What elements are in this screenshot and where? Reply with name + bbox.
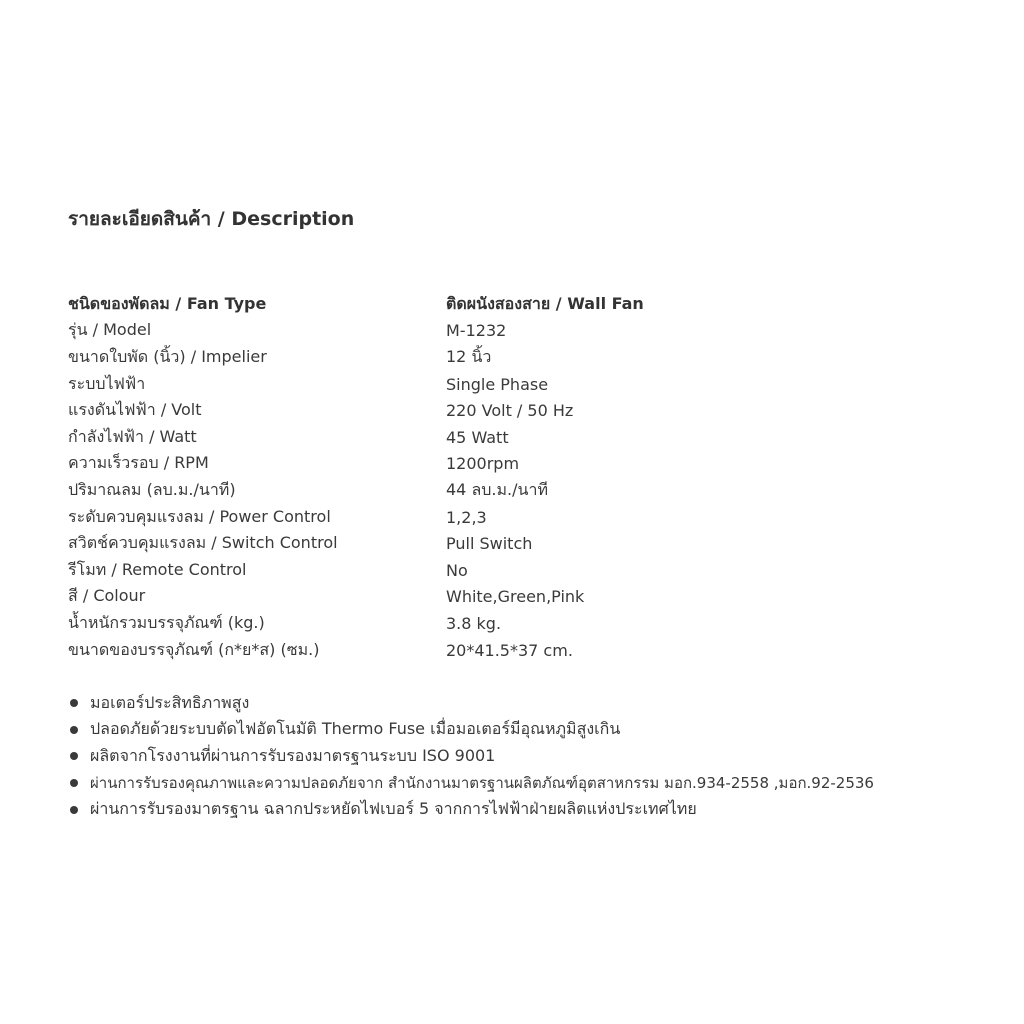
spec-label: ความเร็วรอบ / RPM <box>68 453 209 473</box>
spec-value: M-1232 <box>446 321 507 341</box>
spec-row-weight <box>68 610 968 637</box>
feature-item <box>68 717 1008 744</box>
bullet-icon <box>70 779 78 787</box>
spec-value: 220 Volt / 50 Hz <box>446 401 574 421</box>
spec-header-label: ชนิดของพัดลม / Fan Type <box>68 293 267 313</box>
bullet-icon <box>70 806 78 814</box>
feature-item <box>68 743 1008 770</box>
spec-row-power-control <box>68 504 968 531</box>
bullet-icon <box>70 752 78 760</box>
feature-text: ผลิตจากโรงงานที่ผ่านการรับรองมาตรฐานระบบ ISO 9001 <box>90 745 496 765</box>
feature-text: ปลอดภัยด้วยระบบตัดไฟอัตโนมัติ Thermo Fuse เมื่อมอเตอร์มีอุณหภูมิสูงเกิน <box>90 719 621 739</box>
spec-header-value: ติดผนังสองสาย / Wall Fan <box>446 293 644 313</box>
feature-list <box>68 690 1008 823</box>
spec-row-rpm <box>68 451 968 478</box>
spec-label: ระบบไฟฟ้า <box>68 373 146 393</box>
feature-item <box>68 690 1008 717</box>
spec-label: รีโมท / Remote Control <box>68 559 247 579</box>
spec-row-watt <box>68 424 968 451</box>
spec-label: แรงดันไฟฟ้า / Volt <box>68 400 202 420</box>
feature-item <box>68 770 1008 797</box>
page-title: รายละเอียดสินค้า / Description <box>68 208 355 230</box>
spec-value: 44 ลบ.ม./นาที <box>446 479 548 499</box>
spec-row-remote-control <box>68 557 968 584</box>
spec-row-airflow <box>68 477 968 504</box>
bullet-icon <box>70 699 78 707</box>
feature-text: มอเตอร์ประสิทธิภาพสูง <box>90 692 250 712</box>
bullet-icon <box>70 726 78 734</box>
spec-label: น้ำหนักรวมบรรจุภัณฑ์ (kg.) <box>68 612 265 632</box>
spec-value: White,Green,Pink <box>446 587 585 607</box>
spec-value: No <box>446 560 468 580</box>
spec-label: ระดับควบคุมแรงลม / Power Control <box>68 506 331 526</box>
spec-value: Pull Switch <box>446 534 533 554</box>
spec-label: ขนาดใบพัด (นิ้ว) / Impelier <box>68 346 267 366</box>
spec-row-model <box>68 318 968 345</box>
spec-row-switch-control <box>68 530 968 557</box>
feature-text: ผ่านการรับรองมาตรฐาน ฉลากประหยัดไฟเบอร์ 5 จากการไฟฟ้าฝ่ายผลิตแห่งประเทศไทย <box>90 799 697 819</box>
spec-label: กำลังไฟฟ้า / Watt <box>68 426 197 446</box>
spec-value: 12 นิ้ว <box>446 346 492 366</box>
spec-label: สี / Colour <box>68 586 146 606</box>
spec-value: 1200rpm <box>446 454 520 474</box>
spec-value: 3.8 kg. <box>446 613 502 633</box>
spec-label: รุ่น / Model <box>68 320 152 340</box>
spec-row-package-size <box>68 637 968 664</box>
spec-value: 20*41.5*37 cm. <box>446 640 573 660</box>
spec-row-electrical-system <box>68 371 968 398</box>
spec-label: สวิตช์ควบคุมแรงลม / Switch Control <box>68 533 338 553</box>
spec-label: ขนาดของบรรจุภัณฑ์ (ก*ย*ส) (ซม.) <box>68 639 320 659</box>
spec-table <box>68 291 968 663</box>
feature-text: ผ่านการรับรองคุณภาพและความปลอดภัยจาก สำนักงานมาตรฐานผลิตภัณฑ์อุตสาหกรรม มอก.934-2558 ,มอก.92-2536 <box>90 774 874 793</box>
spec-row-volt <box>68 397 968 424</box>
spec-row-colour <box>68 584 968 611</box>
spec-value: 45 Watt <box>446 427 509 447</box>
spec-value: 1,2,3 <box>446 507 487 527</box>
spec-row-impeller <box>68 344 968 371</box>
spec-header-row <box>68 291 968 318</box>
spec-value: Single Phase <box>446 374 549 394</box>
feature-item <box>68 796 1008 823</box>
spec-label: ปริมาณลม (ลบ.ม./นาที) <box>68 479 236 499</box>
